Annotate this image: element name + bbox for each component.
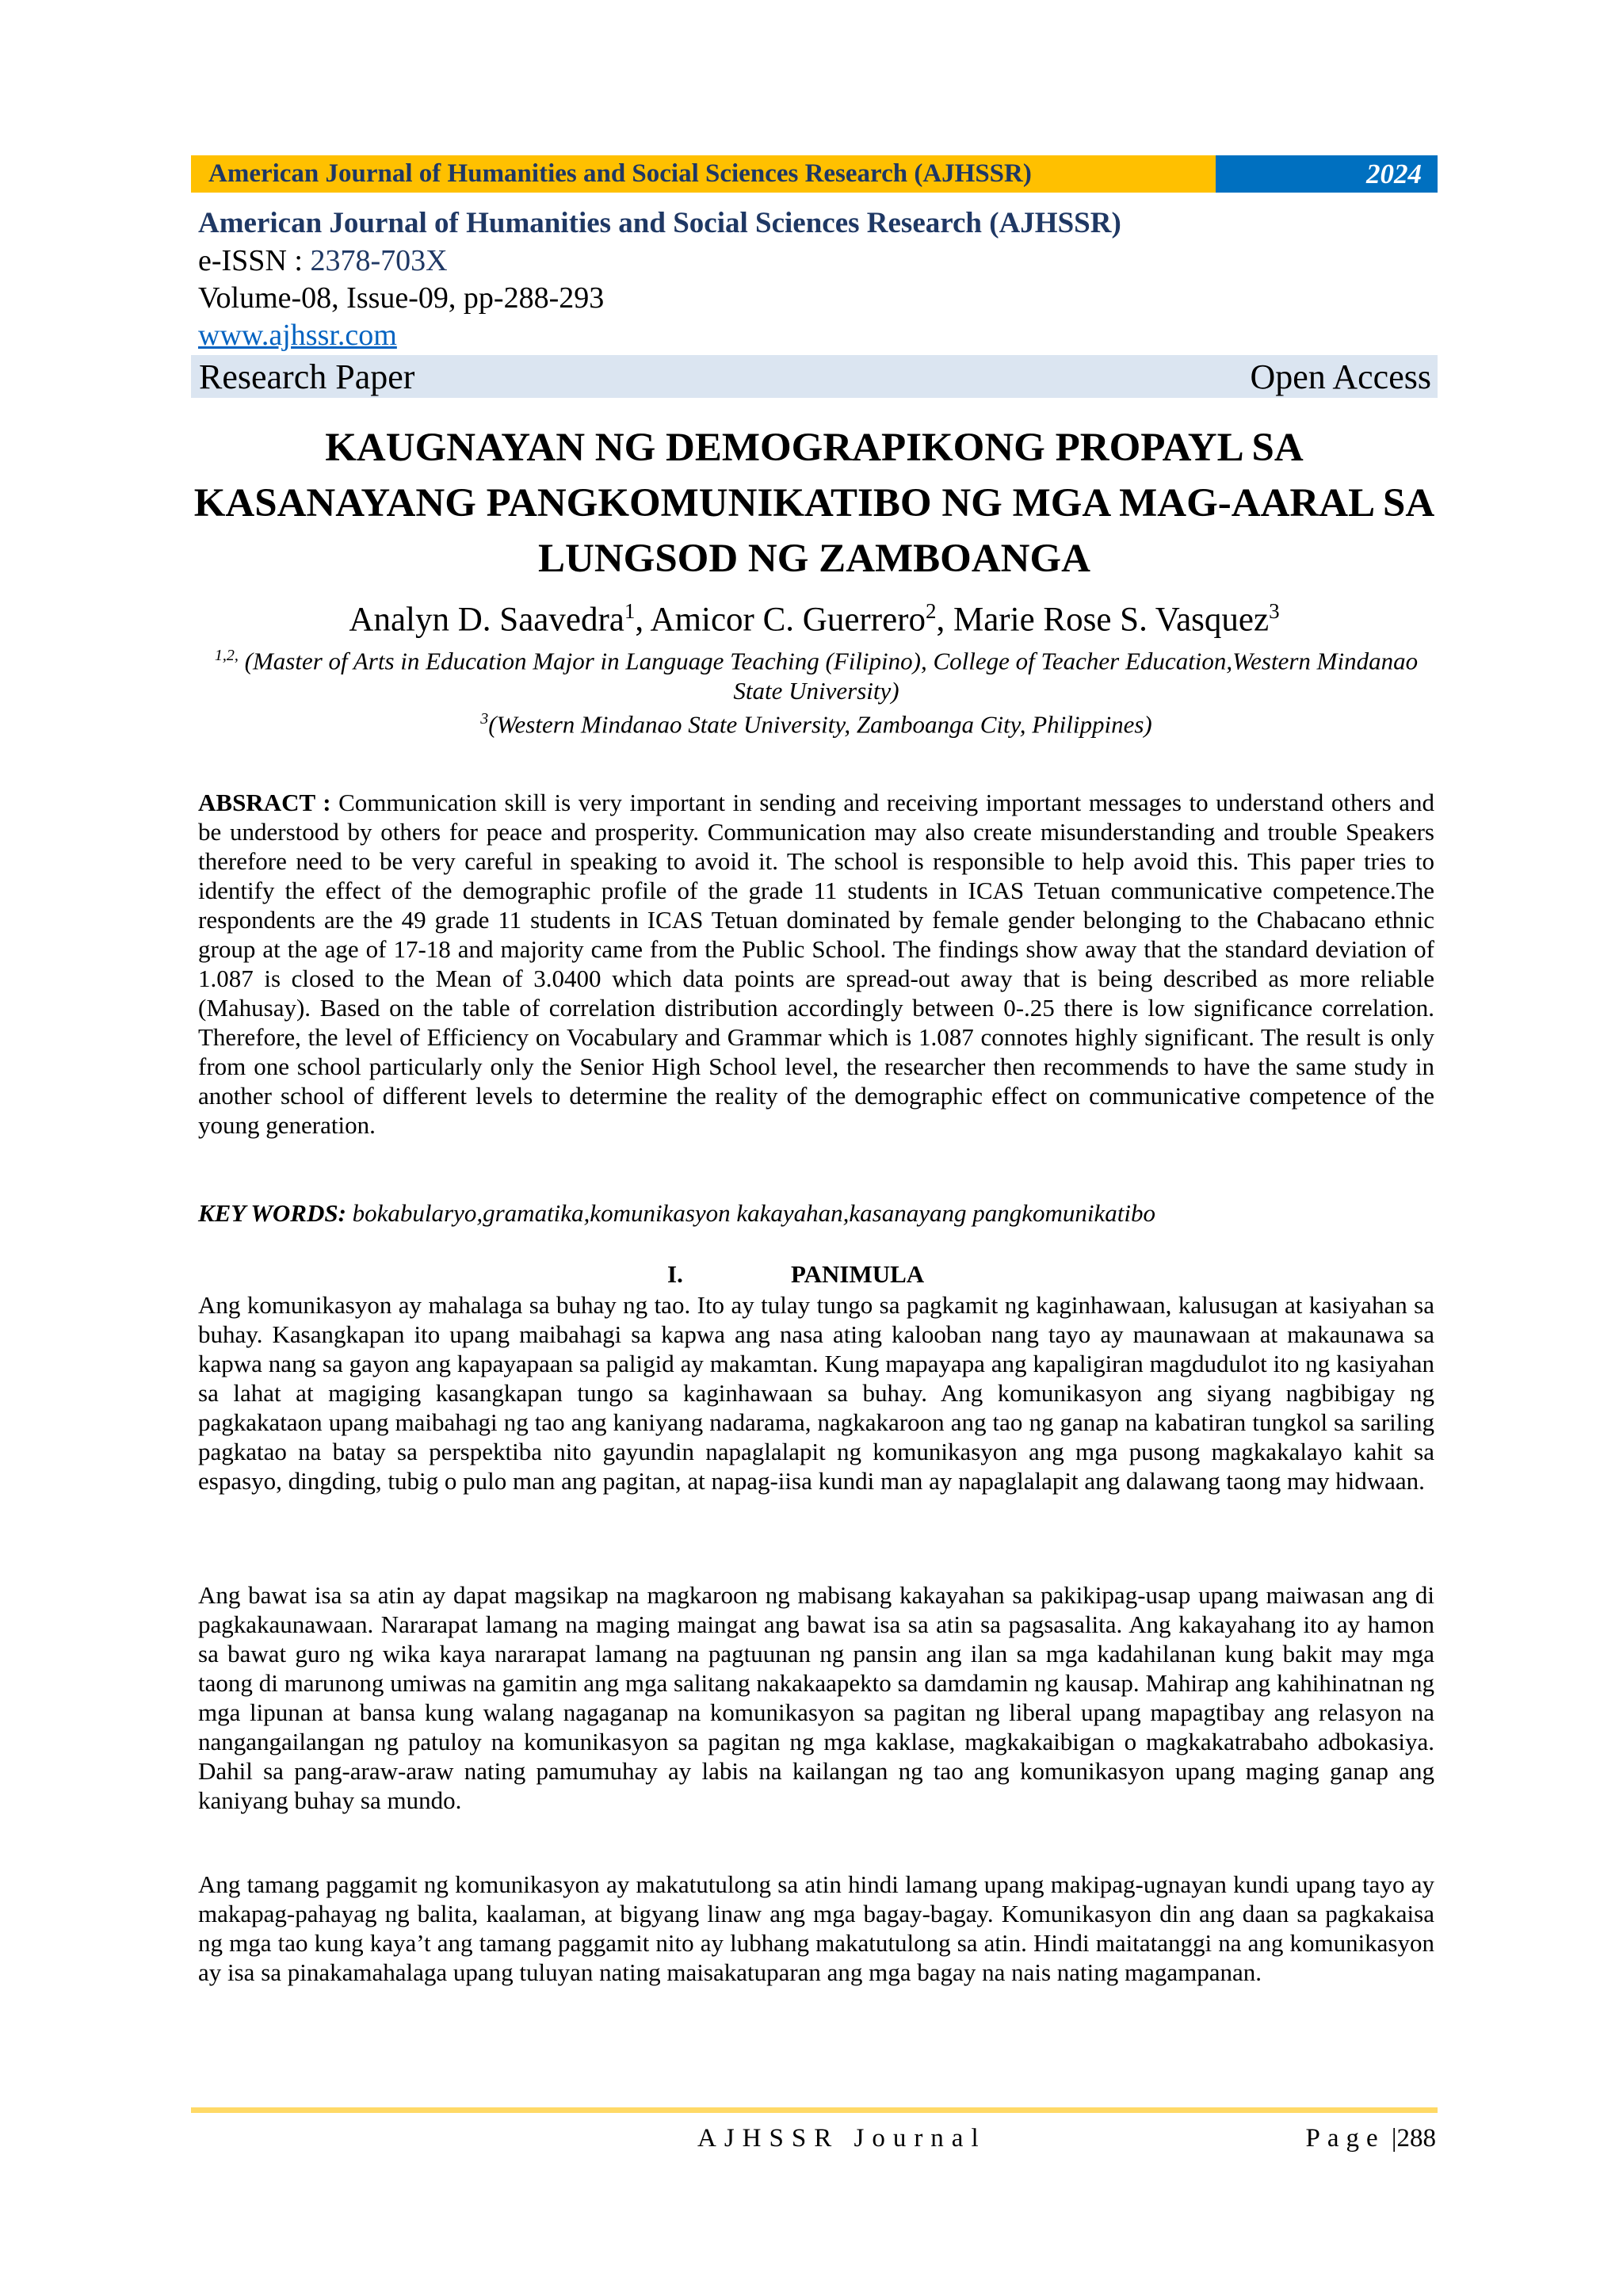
meta-volume: Volume-08, Issue-09, pp-288-293 [198,281,605,315]
journal-banner [191,155,1438,193]
paper-title: KAUGNAYAN NG DEMOGRAPIKONG PROPAYL SA KASANAYANG PANGKOMUNIKATIBO NG MGA MAG-AARAL SA LUNGSOD NG ZAMBOANGA [193,426,1435,581]
author-name: Marie Rose S. Vasquez [953,601,1270,639]
keywords [198,1198,1434,1228]
keywords-label: KEY WORDS: [198,1199,346,1227]
issn-label: e-ISSN : [198,244,311,277]
footer-rule [191,2107,1438,2113]
page-number: 288 [1396,2124,1436,2153]
author-name: Amicor C. Guerrero [650,601,926,639]
banner-journal-name: American Journal of Humanities and Social Sciences Research (AJHSSR) [191,155,1216,193]
abstract-label: ABSRACT : [198,789,339,816]
banner-year: 2024 [1216,155,1438,193]
journal-website-link[interactable]: www.ajhssr.com [198,319,397,352]
paper-type-bar [191,355,1438,398]
author-list: Analyn D. Saavedra$^1$, Amicor C. Guerrero$^2$, Marie Rose S. Vasquez$^3$ [349,599,1280,639]
body-paragraph: Ang tamang paggamit ng komunikasyon ay makatutulong sa atin hindi lamang upang makipag-ugnayan kundi upang tayo ay makapag-pahayag ng balita, kaalaman, at bigyang linaw ang mga bagay-bagay. Komunikasyon din ang daan sa pagkakaisa ng mga tao kung kaya’t ang tamang paggamit nito ay lubhang makatutulong sa atin. Hindi maitatanggi na ang komunikasyon ay isa sa pinakamahalaga upang tuluyan nating maisakatuparan ang mga bagay na nais nating magampanan. [198,1870,1434,1986]
body-paragraph: Ang komunikasyon ay mahalaga sa buhay ng tao. Ito ay tulay tungo sa pagkamit ng kaginhawaan, kalusugan at kasiyahan sa buhay. Kasangkapan ito upang maibahagi sa kapwa ang nasa ating kalooban nang tayo ay maunawaan at makaunawa sa kapwa nang sa gayon ang kapayapaan sa paligid ay makamtan. Kung mapayapa ang kapaligiran magdudulot ito ng kasiyahan sa lahat at magiging kasangkapan tungo sa kaginhawaan sa buhay. Ang komunikasyon ang siyang nagbibigay ng pagkakataon upang maibahagi ng tao ang kaniyang nadarama, nagkakaroon ang tao ng ganap na kabatiran tungkol sa sariling pagkatao na batay sa perspektiba nito gayundin napaglalapit ng komunikasyon ang mga pusong magkakalayo kahit sa espasyo, dingding, tubig o pulo man ang pagitan, at napag-iisa kundi man ay napaglalapit ang dalawang taong may hidwaan. [198,1291,1434,1495]
issn-value: 2378-703X [310,244,448,277]
author-name: Analyn D. Saavedra [349,601,624,639]
affiliation-1: $^{1,2,}$ (Master of Arts in Education Major in Language Teaching (Filipino), College of Teacher Education,Western Mindanao State University) [214,647,1419,705]
access-type: Open Access [1250,357,1431,396]
author-affiliation-mark: 1 [624,599,636,623]
footer-journal-name: AJHSSR Journal [697,2124,987,2153]
section-title: PANIMULA [791,1260,925,1288]
meta-journal-name: American Journal of Humanities and Social Sciences Research (AJHSSR) [198,207,1121,239]
paper-type: Research Paper [199,357,415,396]
abstract-text: Communication skill is very important in sending and receiving important messages to understand others and be understood by others for peace and prosperity. Communication may also create misunderstanding and trouble Speakers therefore need to be very careful in speaking to avoid it. The school is responsible to help avoid this. This paper tries to identify the effect of the demographic profile of the grade 11 students in ICAS Tetuan communicative competence.The respondents are the 49 grade 11 students in ICAS Tetuan dominated by female gender belonging to the Chabacano ethnic group at the age of 17-18 and majority came from the Public School. The findings show away that the standard deviation of 1.087 is closed to the Mean of 3.0400 which data points are spread-out away that is being described as more reliable (Mahusay). Based on the table of correlation distribution accordingly between 0-.25 there is low significance correlation. Therefore, the level of Efficiency on Vocabulary and Grammar which is 1.087 connotes highly significant. The result is only from one school particularly only the Senior High School level, the researcher then recommends to have the same study in another school of different levels to determine the reality of the demographic effect on communicative competence of the young generation. [198,789,1434,1139]
keywords-text: bokabularyo,gramatika,komunikasyon kakayahan,kasanayang pangkomunikatibo [346,1199,1155,1227]
journal-meta [198,204,1434,354]
body-paragraph: Ang bawat isa sa atin ay dapat magsikap na magkaroon ng mabisang kakayahan sa pakikipag-usap upang maiwasan ang di pagkakaunawaan. Nararapat lamang na maging maingat ang bawat isa sa atin sa pagsasalita. Ang kakayahang ito ay hamon sa bawat guro ng wika kaya nararapat lamang na pagtuunan ng pansin ang ilan sa mga kadahilanan kung bakit may mga taong di marunong umiwas na gamitin ang mga salitang nakakaapekto sa damdamin ng kausap. Mahirap ang kahihinatnan ng mga lipunan at bansa kung walang nagaganap na komunikasyon sa pagitan ng liberal upang mapagtibay ang relasyon na nangangailangan ng patuloy na komunikasyon sa pagitan ng mga kaklase, magkakaibigan o magkakatrabaho adbokasiya. Dahil sa pang-araw-araw nating pamumuhay ay labis na kailangan ng tao ang komunikasyon upang maging ganap ang kaniyang buhay sa mundo. [198,1581,1434,1814]
affiliation-2: $^3$(Western Mindanao State University, Zamboanga City, Philippines) [480,710,1152,739]
footer-page-number: Page |288 [1305,2124,1436,2153]
section-number: I. [667,1260,683,1288]
meta-issn [198,243,1434,280]
page-label: Page [1305,2124,1385,2153]
author-affiliation-mark: 2 [925,599,937,623]
abstract [198,788,1434,1140]
author-affiliation-mark: 3 [1269,599,1280,623]
